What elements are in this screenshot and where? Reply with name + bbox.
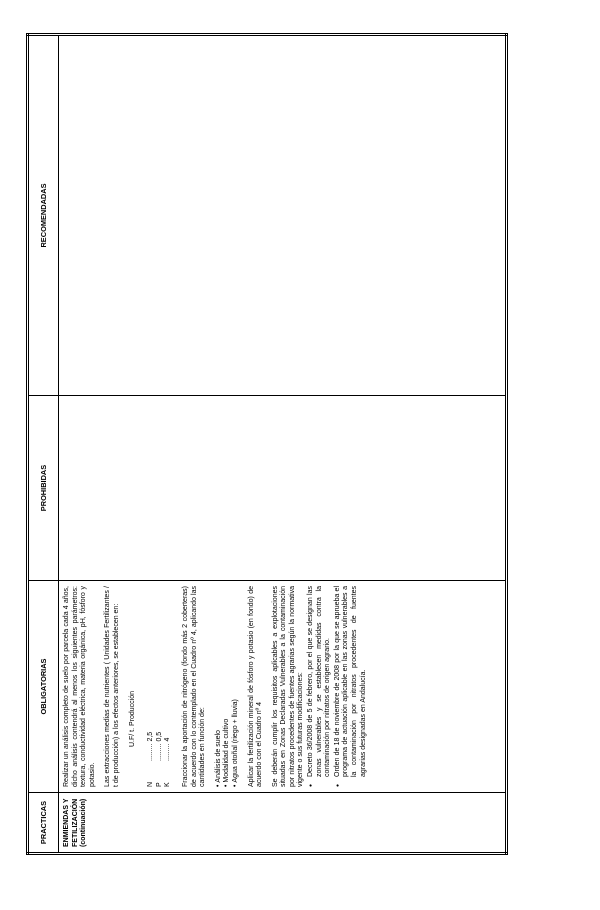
prohibidas-cell: [59, 396, 507, 581]
nutrient-value: ......... 0,5: [155, 731, 163, 761]
practica-cell: [59, 793, 507, 854]
header-obligatorias: OBLIGATORIAS: [28, 581, 59, 793]
table-row: [59, 35, 507, 854]
nutrient-row: [147, 586, 156, 787]
rotated-page: [26, 36, 508, 855]
practica-line: FETILIZACIÓN: [71, 798, 79, 847]
vulnerable-zones-text: Se deberán cumplir los requisitos aplicables a explotaciones situadas en Zonas Declaradas Vulnerables a la contaminación por nitratos procedentes de fuentes agrarias según la normativa vigente o sus futuras modificaciones:: [271, 586, 305, 787]
list-item: ● Decreto 36/2008 de 5 de febrero, por el que se designan las zonas vulnerables y se establecen medidas contra la contaminación por nitratos de origen agrario.: [307, 586, 333, 777]
nitrogen-text: Fraccionar la aportación de nitrógeno (fondo más 2 coberteras) de acuerdo con lo contemplado en el Cuadro nº 4, aplicando las cantidades en función de:: [181, 586, 207, 787]
practices-table: [26, 33, 508, 855]
list-item: • Análisis de suelo: [215, 586, 224, 787]
extractions-text: Las extracciones medias de nutrientes ( Unidades Fertilizantes / t de producción) a los efectos anteriores, se establecen en:: [104, 586, 120, 787]
header-recomendadas: RECOMENDADAS: [28, 35, 59, 396]
soil-analysis-text: Realizar un análisis completo de suelo por parcela cada 4 años, dicho análisis contendrá al menos los siguientes parámetros: textura, conductividad eléctrica, materia orgánica, pH, fósforo y potasio.: [63, 586, 96, 787]
nutrient-element: K: [164, 782, 172, 787]
nutrient-list: [147, 586, 173, 787]
list-item: • Modalidad de cultivo: [223, 586, 232, 787]
practica-line: ENMIENDAS Y: [63, 798, 70, 847]
nutrient-element: P: [155, 782, 163, 787]
nutrient-value: ......... 4: [164, 737, 172, 761]
list-item: • Agua otoñal (riego + lluvia): [232, 586, 241, 787]
header-prohibidas: PROHIBIDAS: [28, 396, 59, 581]
nutrient-row: [164, 586, 173, 787]
list-item: ● Orden de 18 de noviembre de 2008 por la que se aprueba el programa de actuación aplicable en las zonas vulnerables a la contaminación por nitratos procedentes de fuentes agrarias designadas en Andalucía.: [334, 586, 368, 777]
header-row: [28, 35, 59, 854]
production-header: U.F/ t. Producción: [128, 690, 136, 747]
nutrient-value: ......... 2,5: [147, 731, 155, 761]
obligatorias-cell: [59, 581, 507, 793]
phosphorus-text: Aplicar la fertilización mineral de fósforo y potasio (en fondo) de acuerdo con el Cuadro nº 4: [247, 586, 264, 787]
recomendadas-cell: [59, 35, 507, 396]
header-practicas: PRACTICAS: [28, 793, 59, 854]
nutrient-element: N: [147, 781, 155, 787]
regulation-list: [307, 586, 368, 787]
practica-line: (continuación): [80, 798, 88, 847]
criteria-list: [215, 586, 241, 787]
nutrient-row: [156, 586, 165, 787]
